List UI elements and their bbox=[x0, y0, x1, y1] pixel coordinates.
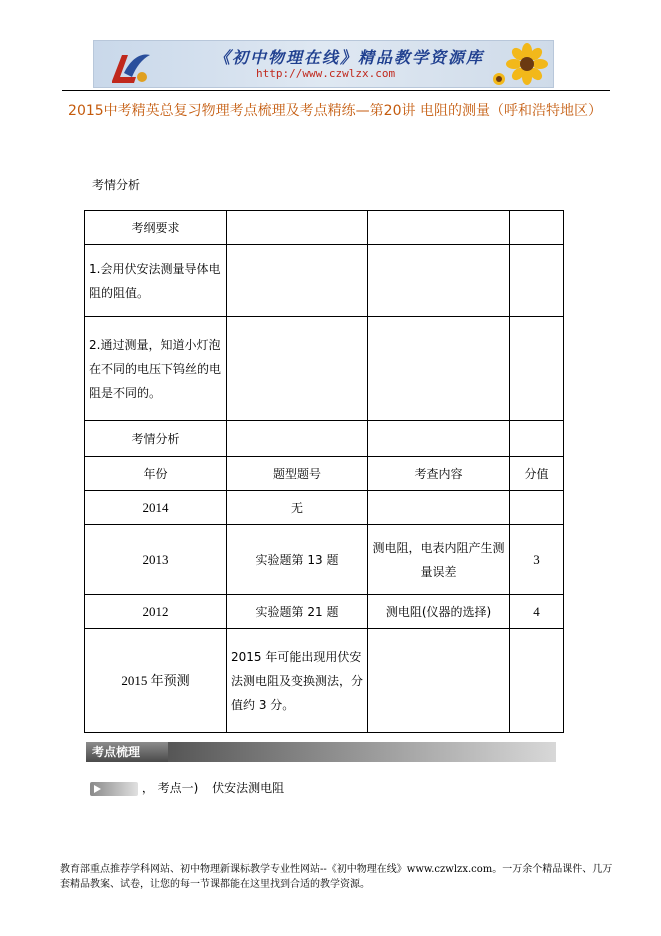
column-header-year: 年份 bbox=[85, 457, 227, 491]
row-question: 实验题第 21 题 bbox=[227, 595, 368, 629]
column-header-question: 题型题号 bbox=[227, 457, 368, 491]
empty-cell bbox=[368, 421, 510, 457]
sunflower-icon bbox=[487, 43, 549, 88]
empty-cell bbox=[227, 421, 368, 457]
site-logo-icon bbox=[108, 47, 152, 87]
analysis-header-cell: 考情分析 bbox=[85, 421, 227, 457]
empty-cell bbox=[227, 211, 368, 245]
empty-cell bbox=[510, 245, 564, 317]
row-question: 无 bbox=[227, 491, 368, 525]
empty-cell bbox=[368, 245, 510, 317]
section-bar-label: 考点梳理 bbox=[86, 742, 168, 762]
play-icon bbox=[90, 782, 138, 796]
table-row bbox=[85, 525, 564, 595]
table-row bbox=[85, 629, 564, 733]
exam-analysis-table bbox=[84, 210, 564, 733]
row-score: 4 bbox=[510, 595, 564, 629]
empty-cell bbox=[510, 317, 564, 421]
empty-cell bbox=[510, 421, 564, 457]
row-score bbox=[510, 491, 564, 525]
row-content: 测电阻，电表内阻产生测量误差 bbox=[368, 525, 510, 595]
row-score bbox=[510, 629, 564, 733]
section-label-analysis: 考情分析 bbox=[92, 178, 141, 192]
row-year: 2013 bbox=[85, 525, 227, 595]
requirement-2: 2.通过测量，知道小灯泡在不同的电压下钨丝的电阻是不同的。 bbox=[85, 317, 227, 421]
knowledge-point-title: 伏安法测电阻 bbox=[212, 781, 285, 795]
empty-cell bbox=[510, 211, 564, 245]
banner-title: 《初中物理在线》精品教学资源库 bbox=[214, 48, 485, 67]
row-year: 2012 bbox=[85, 595, 227, 629]
page-footer: 教育部重点推荐学科网站、初中物理新课标教学专业性网站--《初中物理在线》www.czwlzx.com。一万余个精品课件、几万套精品教案、试卷，让您的每一节课都能在这里找到合适的教学资源。 bbox=[60, 864, 613, 890]
requirement-1: 1.会用伏安法测量导体电阻的阻值。 bbox=[85, 245, 227, 317]
empty-cell bbox=[368, 211, 510, 245]
page-title: 2015中考精英总复习物理考点梳理及考点精练—第20讲 电阻的测量（呼和浩特地区） bbox=[68, 103, 602, 119]
req-header-cell: 考纲要求 bbox=[85, 211, 227, 245]
knowledge-point-line bbox=[90, 778, 284, 798]
row-content bbox=[368, 629, 510, 733]
header-rule bbox=[62, 90, 610, 91]
column-header-content: 考查内容 bbox=[368, 457, 510, 491]
row-year: 2015 年预测 bbox=[85, 629, 227, 733]
empty-cell bbox=[227, 245, 368, 317]
knowledge-point-prefix: ， 考点一) bbox=[141, 781, 199, 795]
row-question: 2015 年可能出现用伏安法测电阻及变换测法，分值约 3 分。 bbox=[227, 629, 368, 733]
row-question: 实验题第 13 题 bbox=[227, 525, 368, 595]
empty-cell bbox=[368, 317, 510, 421]
row-content bbox=[368, 491, 510, 525]
column-header-score: 分值 bbox=[510, 457, 564, 491]
empty-cell bbox=[227, 317, 368, 421]
table-row bbox=[85, 595, 564, 629]
row-score: 3 bbox=[510, 525, 564, 595]
banner-url[interactable]: http://www.czwlzx.com bbox=[256, 67, 396, 80]
table-row bbox=[85, 491, 564, 525]
row-content: 测电阻(仪器的选择) bbox=[368, 595, 510, 629]
header-banner bbox=[93, 40, 554, 88]
row-year: 2014 bbox=[85, 491, 227, 525]
